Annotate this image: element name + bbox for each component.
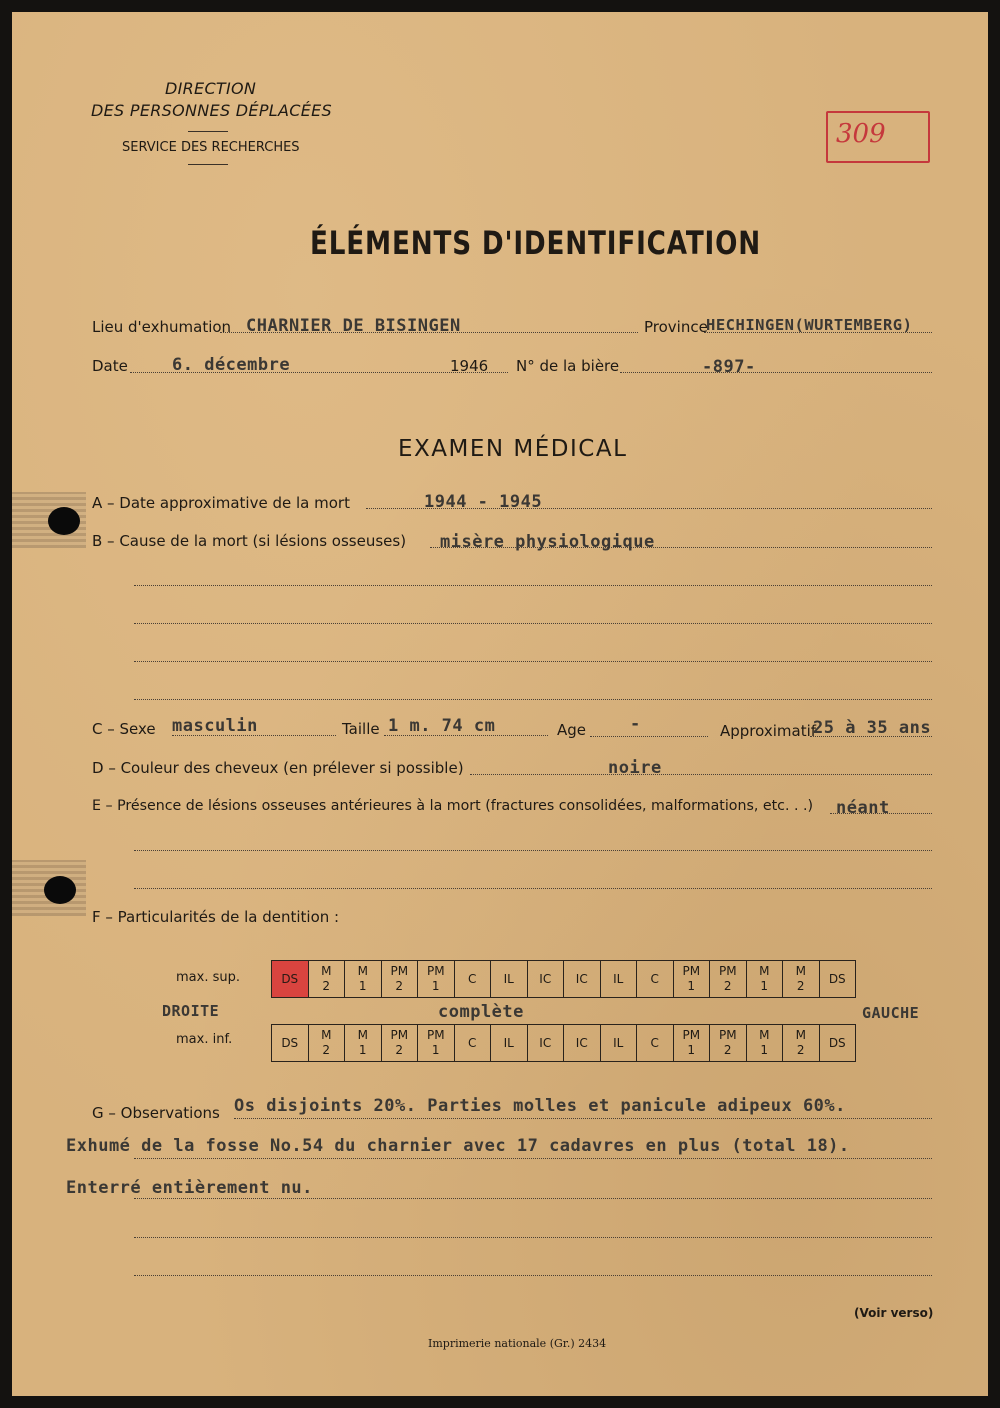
tooth-number: 1 <box>760 979 769 993</box>
record-number-stamp <box>826 111 930 163</box>
tooth-code: C <box>468 1035 477 1050</box>
field-f-label: F – Particularités de la dentition : <box>92 908 340 926</box>
header-personnes-deplacees: DES PERSONNES DÉPLACÉES <box>91 101 332 120</box>
lower-tooth-cell <box>272 1025 309 1062</box>
lower-tooth-cell <box>600 1025 637 1062</box>
tooth-code: PM <box>718 1028 737 1042</box>
field-e-label: E – Présence de lésions osseuses antérieures à la mort (fractures consolidées, malformations, etc. . .) <box>92 798 814 814</box>
section-title: EXAMEN MÉDICAL <box>398 436 628 462</box>
punch-hole-top <box>48 507 80 535</box>
lower-tooth-cell <box>673 1025 710 1062</box>
lower-tooth-cell <box>491 1025 528 1062</box>
tooth-number: 2 <box>723 979 732 993</box>
tooth-code: PM <box>682 964 701 978</box>
lower-tooth-cell <box>637 1025 674 1062</box>
tooth-code: DS <box>281 1035 299 1050</box>
upper-tooth-cell <box>819 961 856 998</box>
field-d-dots <box>470 774 932 775</box>
obs-line-1: Os disjoints 20%. Parties molles et panicule adipeux 60%. <box>234 1096 846 1116</box>
upper-tooth-cell <box>418 961 455 998</box>
obs-dots-4 <box>134 1237 932 1238</box>
field-a-label: A – Date approximative de la mort <box>92 494 350 512</box>
tooth-code: M <box>795 1028 806 1042</box>
header-rule-1 <box>188 131 228 132</box>
lower-tooth-cell <box>819 1025 856 1062</box>
field-e-line-2 <box>134 850 932 851</box>
lower-tooth-cell <box>746 1025 783 1062</box>
field-d-label: D – Couleur des cheveux (en prélever si possible) <box>92 759 464 777</box>
field-g-label: G – Observations <box>92 1104 220 1122</box>
upper-tooth-cell <box>527 961 564 998</box>
lower-tooth-cell <box>381 1025 418 1062</box>
dentition-complete: complète <box>438 1002 524 1022</box>
age-label: Age <box>557 721 587 739</box>
field-b-line-5 <box>134 699 932 700</box>
tooth-code: DS <box>828 971 846 986</box>
age-dots <box>590 736 708 737</box>
obs-line-2: Exhumé de la fosse No.54 du charnier avec 17 cadavres en plus (total 18). <box>66 1136 850 1156</box>
date-label: Date <box>92 357 128 375</box>
tooth-number: 1 <box>431 979 440 993</box>
field-b-line-4 <box>134 661 932 662</box>
tooth-code: IL <box>503 1035 514 1050</box>
gauche-label: GAUCHE <box>862 1004 920 1022</box>
tooth-number: 1 <box>687 1043 696 1057</box>
biere-value: -897- <box>702 357 756 377</box>
tooth-code: IL <box>613 971 624 986</box>
lower-tooth-cell <box>454 1025 491 1062</box>
punch-hole-bottom <box>44 876 76 904</box>
max-sup-label: max. sup. <box>176 970 240 985</box>
upper-tooth-cell <box>783 961 820 998</box>
tooth-code: IC <box>539 971 552 986</box>
tooth-code: IC <box>575 1035 588 1050</box>
page-title: ÉLÉMENTS D'IDENTIFICATION <box>310 224 762 262</box>
header-direction: DIRECTION <box>165 79 257 98</box>
field-b-label: B – Cause de la mort (si lésions osseuses) <box>92 532 407 550</box>
taille-value: 1 m. 74 cm <box>388 716 496 736</box>
tooth-code: IL <box>613 1035 624 1050</box>
age-value: - <box>630 714 641 734</box>
upper-tooth-cell <box>673 961 710 998</box>
tooth-code: PM <box>390 1028 409 1042</box>
tooth-code: DS <box>828 1035 846 1050</box>
upper-tooth-cell <box>637 961 674 998</box>
field-b-value: misère physiologique <box>440 532 655 552</box>
lower-tooth-cell <box>710 1025 747 1062</box>
upper-tooth-cell <box>710 961 747 998</box>
tooth-code: PM <box>426 964 445 978</box>
imprimerie-line: Imprimerie nationale (Gr.) 2434 <box>428 1337 607 1350</box>
date-value: 6. décembre <box>172 355 291 375</box>
tooth-code: PM <box>426 1028 445 1042</box>
tooth-code: C <box>650 971 659 986</box>
sexe-value: masculin <box>172 716 258 736</box>
tooth-code: M <box>357 1028 368 1042</box>
tooth-code: M <box>795 964 806 978</box>
upper-tooth-cell <box>381 961 418 998</box>
obs-dots-3 <box>134 1198 932 1199</box>
tooth-number: 1 <box>687 979 696 993</box>
lower-tooth-cell <box>783 1025 820 1062</box>
field-c-label: C – Sexe <box>92 720 156 738</box>
tooth-code: DS <box>281 971 299 986</box>
obs-dots-2 <box>134 1158 932 1159</box>
upper-tooth-cell <box>746 961 783 998</box>
province-value: HECHINGEN(WURTEMBERG) <box>706 316 913 334</box>
lower-tooth-cell <box>418 1025 455 1062</box>
upper-tooth-cell <box>454 961 491 998</box>
approx-label: Approximatif <box>720 722 817 740</box>
tooth-number: 2 <box>796 979 805 993</box>
upper-teeth-chart <box>271 960 856 998</box>
lieu-value: CHARNIER DE BISINGEN <box>246 316 461 336</box>
tooth-code: IC <box>539 1035 552 1050</box>
tooth-number: 1 <box>431 1043 440 1057</box>
tooth-number: 2 <box>395 1043 404 1057</box>
biere-dots <box>620 372 932 373</box>
tooth-code: C <box>650 1035 659 1050</box>
field-b-line-3 <box>134 623 932 624</box>
upper-tooth-cell <box>491 961 528 998</box>
obs-dots-5 <box>134 1275 932 1276</box>
droite-label: DROITE <box>162 1002 220 1020</box>
tooth-number: 1 <box>760 1043 769 1057</box>
lower-tooth-cell <box>564 1025 601 1062</box>
upper-tooth-cell <box>600 961 637 998</box>
biere-label: N° de la bière <box>516 357 620 375</box>
tooth-number: 2 <box>395 979 404 993</box>
lower-tooth-cell <box>308 1025 345 1062</box>
tooth-code: PM <box>390 964 409 978</box>
header-rule-2 <box>188 164 228 165</box>
field-d-value: noire <box>608 758 662 778</box>
year-value: 1946 <box>450 357 489 375</box>
tooth-code: PM <box>682 1028 701 1042</box>
tooth-code: M <box>321 1028 332 1042</box>
tooth-code: IL <box>503 971 514 986</box>
upper-tooth-cell <box>308 961 345 998</box>
tooth-code: M <box>759 964 770 978</box>
header-service: SERVICE DES RECHERCHES <box>122 140 300 155</box>
lower-tooth-cell <box>527 1025 564 1062</box>
upper-tooth-cell <box>272 961 309 998</box>
record-number: 309 <box>836 119 886 149</box>
field-e-line-3 <box>134 888 932 889</box>
tooth-number: 1 <box>358 979 367 993</box>
tooth-number: 2 <box>796 1043 805 1057</box>
tooth-number: 2 <box>723 1043 732 1057</box>
upper-tooth-cell <box>345 961 382 998</box>
obs-dots-1 <box>234 1118 932 1119</box>
field-e-value: néant <box>836 798 890 818</box>
approx-value: 25 à 35 ans <box>813 718 932 738</box>
document-page <box>12 12 988 1396</box>
lower-teeth-chart <box>271 1024 856 1062</box>
taille-label: Taille <box>342 720 380 738</box>
upper-tooth-cell <box>564 961 601 998</box>
tooth-code: PM <box>718 964 737 978</box>
tooth-number: 2 <box>322 1043 331 1057</box>
tooth-code: IC <box>575 971 588 986</box>
max-inf-label: max. inf. <box>176 1032 233 1047</box>
lieu-label: Lieu d'exhumation <box>92 318 232 336</box>
tooth-code: M <box>759 1028 770 1042</box>
lower-tooth-cell <box>345 1025 382 1062</box>
province-label: Province <box>644 318 708 336</box>
tooth-code: M <box>357 964 368 978</box>
tooth-number: 2 <box>322 979 331 993</box>
field-a-value: 1944 - 1945 <box>424 492 543 512</box>
field-b-line-2 <box>134 585 932 586</box>
tooth-code: C <box>468 971 477 986</box>
obs-line-3: Enterré entièrement nu. <box>66 1178 313 1198</box>
tooth-number: 1 <box>358 1043 367 1057</box>
voir-verso: (Voir verso) <box>854 1306 934 1320</box>
tooth-code: M <box>321 964 332 978</box>
